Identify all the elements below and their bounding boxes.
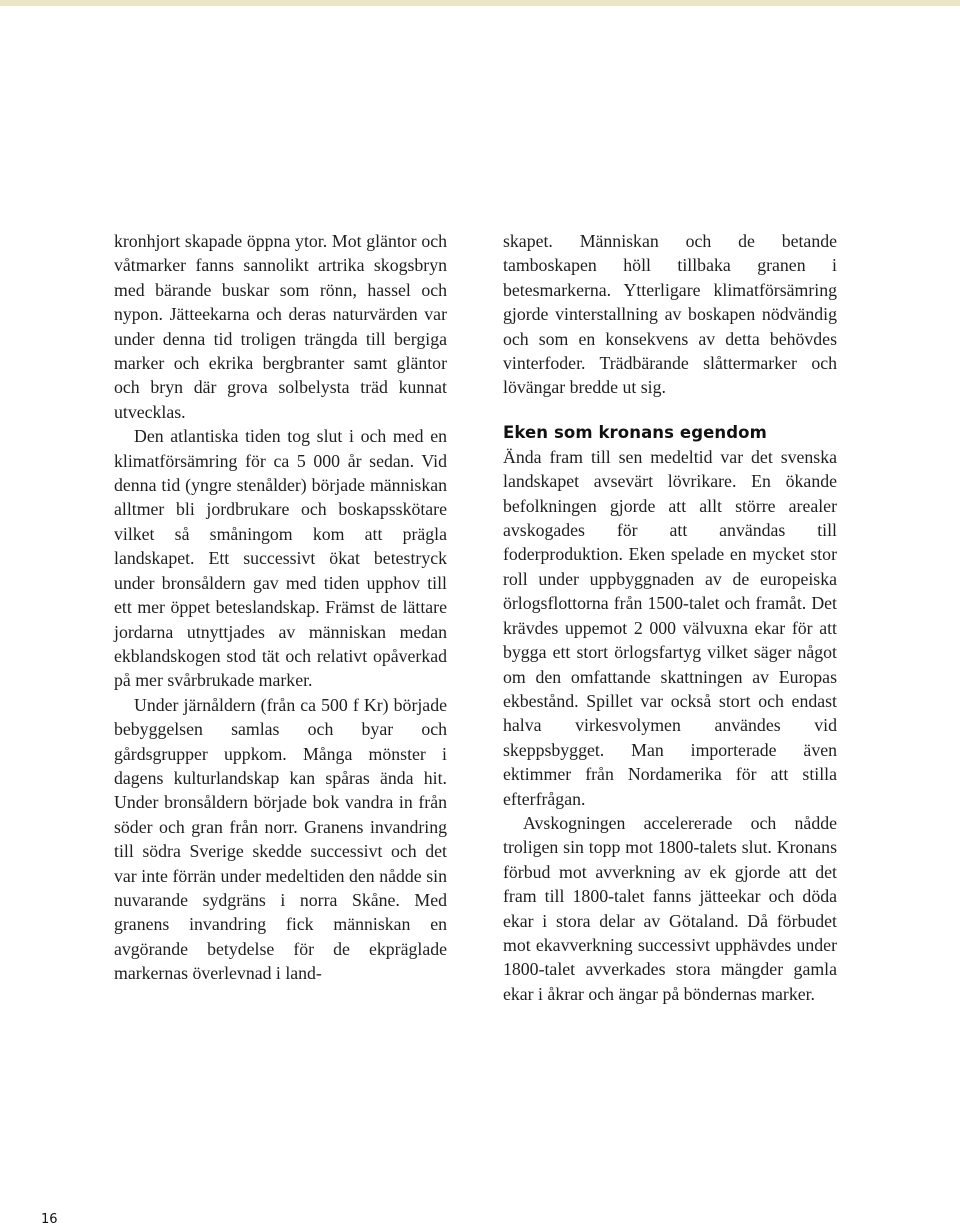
body-paragraph: Ända fram till sen medeltid var det svenska landskapet avsevärt lövrikare. En ökande befolkningen gjorde att allt större arealer avskogades för att användas till foderproduktion. Eken spelade en mycket stor roll under uppbyggnaden av de europeiska örlogsflottorna från 1500-talet och framåt. Det krävdes uppemot 2 000 välvuxna ekar för att bygga ett stort örlogsfartyg vilket säger något om den omfattande skattningen av Europas ekbestånd. Spillet var också stort och endast halva virkesvolymen användes vid skeppsbygget. Man importerade även ektimmer från Nordamerika för att stilla efterfrågan.	[503, 446, 837, 809]
left-text-column	[114, 229, 447, 986]
body-paragraph: Avskogningen accelererade och nådde troligen sin topp mot 1800-talets slut. Kronans förbud mot avverkning av ek gjorde att det fram till 1800-talet fanns jätteekar och döda ekar i stora delar av Götaland. Då förbudet mot ekavverkning successivt upphävdes under 1800-talet avverkades stora mängder gamla ekar i åkrar och ängar på böndernas marker.	[503, 812, 837, 1004]
section-heading: Eken som kronans egendom	[503, 422, 767, 442]
body-paragraph: Under järnåldern (från ca 500 f Kr) började bebyggelsen samlas och byar och gårdsgrupper uppkom. Många mönster i dagens kulturlandskap kan spåras ända hit. Under bronsåldern började bok vandra in från söder och gran från norr. Granens invandring till södra Sverige skedde successivt och det var inte förrän under medeltiden den nådde sin nuvarande sydgräns i norra Skåne. Med granens invandring fick människan en avgörande betydelse för de ekpräglade markernas överlevnad i land-	[114, 694, 447, 984]
top-color-band	[0, 0, 960, 6]
body-paragraph: skapet. Människan och de betande tamboskapen höll tillbaka granen i betesmarkerna. Ytterligare klimatförsämring gjorde vinterstallning av boskapen nödvändig och som en konsekvens av detta behövdes vinterfoder. Trädbärande slåttermarker och lövängar bredde ut sig.	[503, 231, 837, 398]
body-paragraph: kronhjort skapade öppna ytor. Mot gläntor och våtmarker fanns sannolikt artrika skogsbryn med bärande buskar som rönn, hassel och nypon. Jätteekarna och deras naturvärden var under denna tid troligen trängda till bergiga marker och ekrika bergbranter samt gläntor och bryn där grova solbelysta träd kunnat utvecklas.	[114, 231, 447, 422]
body-paragraph: Den atlantiska tiden tog slut i och med en klimatförsämring för ca 5 000 år sedan. Vid denna tid (yngre stenålder) började människan alltmer bli jordbrukare och boskapsskötare vilket så småningom kom att prägla landskapet. Ett successivt ökat betestryck under bronsåldern gav med tiden upphov till ett mer öppet beteslandskap. Främst de lättare jordarna utnyttjades av människan medan ekblandskogen stod tät och relativt opåverkad på mer svårbrukade marker.	[114, 426, 447, 691]
right-text-column	[503, 229, 837, 1006]
page-number: 16	[41, 1212, 58, 1227]
